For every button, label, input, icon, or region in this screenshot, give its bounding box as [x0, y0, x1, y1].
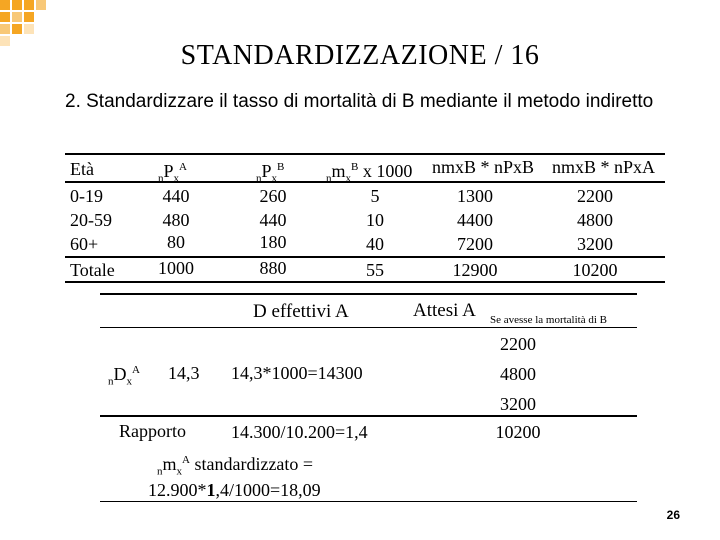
row-label: 0-19	[70, 186, 103, 206]
rapporto-calc: 14.300/10.200=1,4	[231, 422, 368, 442]
cell: 12900	[452, 260, 498, 280]
row-label-totale: Totale	[70, 260, 115, 280]
cell: 2200	[577, 186, 613, 206]
cell: 4800	[577, 210, 613, 230]
cell: 10200	[572, 260, 618, 280]
attesi-value: 2200	[500, 334, 536, 354]
header-nmx-b-1000: $_nm_x^B$ x 1000	[326, 161, 413, 185]
header-nmx-b-npx-a: nmxB * nPxA	[552, 157, 656, 177]
cell: 480	[162, 210, 190, 230]
header-nmx-b-npx-b: nmxB * nPxB	[432, 157, 535, 177]
header-npx-b: $_nP_x^B$	[256, 161, 285, 185]
cell: 5	[370, 186, 380, 206]
cell: 4400	[457, 210, 493, 230]
cell: 55	[366, 260, 384, 280]
cell: 80	[167, 232, 185, 252]
header-d-effettivi: D effettivi A	[253, 301, 349, 322]
nmx-a-standardizzato: $_nm_x^A$ standardizzato =	[157, 454, 314, 478]
cell: 3200	[577, 234, 613, 254]
cell: 440	[162, 186, 190, 206]
header-attesi-note: Se avesse la mortalità di B	[490, 314, 607, 326]
cell: 40	[366, 234, 384, 254]
cell: 440	[259, 210, 287, 230]
header-attesi: Attesi A	[413, 300, 476, 321]
cell: 1300	[457, 186, 493, 206]
ndx-a-value: 14,3	[168, 363, 200, 383]
cell: 10	[366, 210, 384, 230]
header-eta: Età	[70, 159, 94, 179]
attesi-total: 10200	[495, 422, 541, 442]
row-label: 20-59	[70, 210, 112, 230]
header-npx-a: $_nP_x^A$	[158, 161, 187, 185]
cell: 880	[259, 258, 287, 278]
standardizzato-calc: 12.900*1,4/1000=18,09	[148, 480, 321, 500]
cell: 260	[259, 186, 287, 206]
ndx-a-calc: 14,3*1000=14300	[231, 363, 363, 383]
cell: 7200	[457, 234, 493, 254]
attesi-value: 4800	[500, 364, 536, 384]
rapporto-label: Rapporto	[119, 421, 186, 441]
cell: 1000	[158, 258, 194, 278]
page-number: 26	[666, 508, 680, 522]
cell: 180	[259, 232, 287, 252]
row-label: 60+	[70, 234, 99, 254]
ndx-a-label: $_nD_x^A$	[108, 364, 140, 388]
slide-title: STANDARDIZZAZIONE / 16	[180, 40, 540, 71]
attesi-value: 3200	[500, 394, 536, 414]
slide-subtitle: 2. Standardizzare il tasso di mortalità di B mediante il metodo indiretto	[65, 91, 654, 112]
